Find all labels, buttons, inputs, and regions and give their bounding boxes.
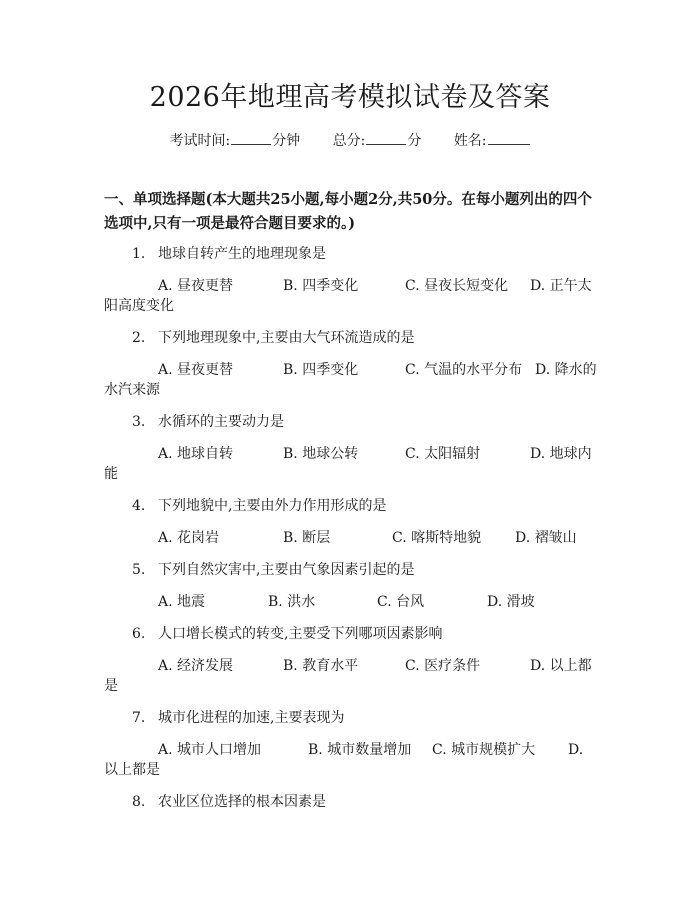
total-score-field: [333, 131, 422, 151]
question-number: 4.: [132, 498, 146, 514]
exam-time-blank: [231, 132, 271, 145]
option-d: D. 滑坡: [487, 594, 535, 610]
question-stem: 农业区位选择的根本因素是: [158, 794, 326, 810]
question-number: 6.: [132, 626, 146, 642]
option-d-continuation: 是: [104, 678, 118, 694]
exam-time-label: 考试时间:: [169, 133, 231, 149]
exam-info-line: [0, 131, 700, 151]
option-d: D. 以上都: [530, 658, 592, 674]
question-number: 2.: [132, 330, 146, 346]
option-a: A. 昼夜更替: [158, 278, 234, 294]
question-number: 5.: [132, 562, 146, 578]
option-d: D. 地球内: [530, 446, 592, 462]
option-a: A. 昼夜更替: [158, 362, 234, 378]
question-number: 3.: [132, 414, 146, 430]
option-b: B. 城市数量增加: [308, 742, 412, 758]
option-a: A. 地球自转: [158, 446, 234, 462]
name-blank: [488, 132, 530, 145]
name-label: 姓名:: [453, 133, 487, 149]
option-b: B. 四季变化: [283, 278, 359, 294]
name-field: [454, 131, 531, 151]
option-d-continuation: 能: [104, 466, 118, 482]
question-number: 7.: [132, 710, 146, 726]
option-b: B. 断层: [283, 530, 331, 546]
question-stem: 下列自然灾害中,主要由气象因素引起的是: [158, 562, 415, 578]
option-c: C. 医疗条件: [405, 658, 481, 674]
page-title: 2026年地理高考模拟试卷及答案: [149, 82, 551, 113]
question-stem: 人口增长模式的转变,主要受下列哪项因素影响: [158, 626, 443, 642]
option-d: D. 褶皱山: [515, 530, 577, 546]
section-heading: 一、单项选择题(本大题共25小题,每小题2分,共50分。在每小题列出的四个选项中,只有一项是最符合题目要求的。): [104, 191, 592, 232]
question-number: 1.: [132, 246, 146, 262]
total-score-label: 总分:: [332, 133, 366, 149]
question-stem: 城市化进程的加速,主要表现为: [158, 710, 345, 726]
option-c: C. 昼夜长短变化: [405, 278, 509, 294]
question-stem: 下列地貌中,主要由外力作用形成的是: [158, 498, 387, 514]
option-a: A. 地震: [158, 594, 206, 610]
total-score-blank: [366, 132, 406, 145]
option-d: D.: [568, 742, 584, 758]
exam-time-field: [169, 131, 300, 151]
option-d-continuation: 水汽来源: [104, 382, 160, 398]
question-stem: 水循环的主要动力是: [158, 414, 284, 430]
option-a: A. 经济发展: [158, 658, 234, 674]
option-c: C. 台风: [377, 594, 425, 610]
question-number: 8.: [132, 794, 146, 810]
question-stem: 地球自转产生的地理现象是: [158, 246, 326, 262]
option-b: B. 地球公转: [283, 446, 359, 462]
option-a: A. 花岗岩: [158, 530, 220, 546]
option-d-continuation: 以上都是: [104, 762, 160, 778]
exam-time-unit: 分钟: [272, 133, 301, 149]
total-score-unit: 分: [407, 133, 422, 149]
option-b: B. 四季变化: [283, 362, 359, 378]
question-stem: 下列地理现象中,主要由大气环流造成的是: [158, 330, 415, 346]
option-b: B. 洪水: [268, 594, 316, 610]
option-c: C. 太阳辐射: [405, 446, 481, 462]
option-d: D. 正午太: [530, 278, 592, 294]
option-c: C. 城市规模扩大: [432, 742, 536, 758]
option-c: C. 喀斯特地貌: [392, 530, 482, 546]
option-d-continuation: 阳高度变化: [104, 298, 174, 314]
option-a: A. 城市人口增加: [158, 742, 262, 758]
option-b: B. 教育水平: [283, 658, 359, 674]
option-c: C. 气温的水平分布: [405, 362, 523, 378]
option-d: D. 降水的: [535, 362, 597, 378]
